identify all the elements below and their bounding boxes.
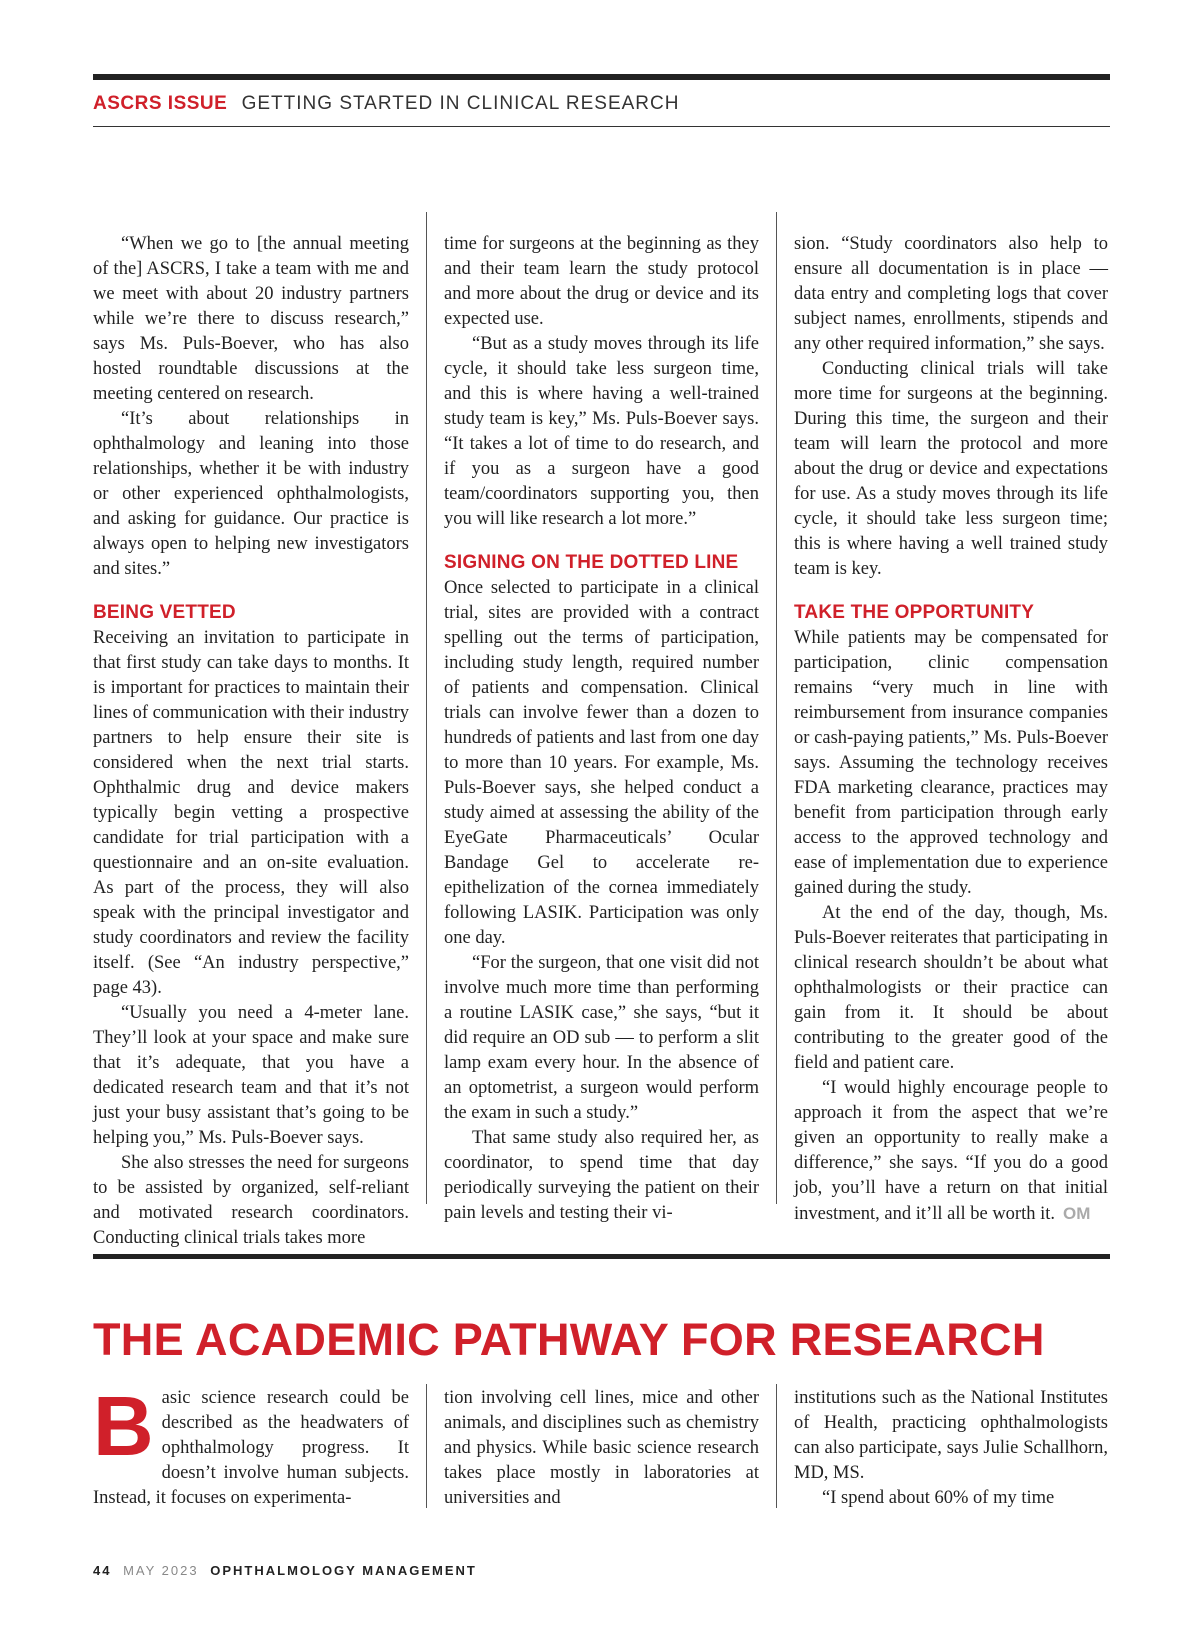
paragraph: time for surgeons at the beginning as they and their team learn the study protocol and more about the drug or device and its expected use. (444, 234, 759, 329)
paragraph: tion involving cell lines, mice and other animals, and disciplines such as chemistry and physics. While basic science research takes place mostly in laboratories at universities and (444, 1388, 759, 1508)
section-tag: ASCRS ISSUE (93, 93, 228, 114)
paragraph: asic science research could be described as the headwaters of ophthalmology progress. It doesn’t involve human subjects. Instead, it focuses on experimenta- (93, 1388, 409, 1508)
sidebar-column-1 (93, 1379, 409, 1511)
sidebar-column-2 (444, 1386, 759, 1511)
paragraph: She also stresses the need for surgeons to be assisted by organized, self-reliant and motivated research coordinators. Conducting clinical trials takes more (93, 1153, 409, 1248)
paragraph: “But as a study moves through its life cycle, it should take less surgeon time, and this is where having a well-trained study team is key,” Ms. Puls-Boever says. “It takes a lot of time to do research, and if you as a surgeon have a good team/coordinators supporting you, then you will like research a lot more.” (444, 334, 759, 529)
article-column-2 (444, 232, 759, 1226)
end-mark: OM (1063, 1204, 1091, 1223)
top-rule (93, 74, 1110, 80)
subhead-take-opportunity: TAKE THE OPPORTUNITY (794, 602, 1035, 623)
sidebar-title: THE ACADEMIC PATHWAY FOR RESEARCH (93, 1314, 1045, 1365)
sidebar-top-rule (93, 1254, 1110, 1259)
article-column-3 (794, 232, 1108, 1227)
page-footer (93, 1563, 477, 1578)
article-column-1 (93, 232, 409, 1251)
paragraph: sion. “Study coordinators also help to ensure all documentation is in place — data entry and completing logs that cover subject names, enrollments, stipends and any other required information,” she says. (794, 234, 1108, 354)
sidebar-column-3 (794, 1386, 1108, 1511)
header-rule (93, 126, 1110, 127)
paragraph: institutions such as the National Institutes of Health, practicing ophthalmologists can also participate, says Julie Schallhorn, MD, MS. (794, 1388, 1108, 1483)
column-divider (776, 1384, 777, 1508)
section-header (93, 93, 679, 115)
magazine-name: OPHTHALMOLOGY MANAGEMENT (210, 1563, 477, 1578)
paragraph-text: “I would highly encourage people to approach it from the aspect that we’re given an opportunity to really make a difference,” she says. “If you do a good job, you’ll have a return on that initial investment, and it’ll all be worth it. (794, 1078, 1108, 1224)
column-divider (426, 212, 427, 1204)
issue-date: MAY 2023 (123, 1563, 199, 1578)
paragraph: While patients may be compensated for participation, clinic compensation remains “very much in line with reimbursement from insurance companies or cash-paying patients,” Ms. Puls-Boever says. Assuming the technology receives FDA marketing clearance, practices may benefit from participation through early access to the approved technology and ease of implementation due to experience gained during the study. (794, 628, 1108, 898)
paragraph: Conducting clinical trials will take more time for surgeons at the beginning. During this time, the surgeon and their team will learn the protocol and more about the drug or device and expectations for use. As a study moves through its life cycle, it should take less surgeon time; this is where having a well trained study team is key. (794, 359, 1108, 579)
subhead-signing-dotted-line: SIGNING ON THE DOTTED LINE (444, 552, 739, 573)
paragraph: That same study also required her, as coordinator, to spend time that day periodically surveying the patient on their pain levels and testing their vi- (444, 1128, 759, 1223)
column-divider (776, 212, 777, 1204)
paragraph: “Usually you need a 4-meter lane. They’ll look at your space and make sure that it’s adequate, that you have a dedicated research team and that it’s not just your busy assistant that’s going to be helping you,” Ms. Puls-Boever says. (93, 1003, 409, 1148)
paragraph (794, 1076, 1108, 1227)
subhead-being-vetted: BEING VETTED (93, 602, 236, 623)
paragraph: “When we go to [the annual meeting of the] ASCRS, I take a team with me and we meet with about 20 industry partners while we’re there to discuss research,” says Ms. Puls-Boever, who has also hosted roundtable discussions at the meeting centered on research. (93, 234, 409, 404)
paragraph: “I spend about 60% of my time (822, 1488, 1055, 1508)
paragraph: “For the surgeon, that one visit did not involve much more time than performing a routine LASIK case,” she says, “but it did require an OD sub — to perform a slit lamp exam every hour. In the absence of an optometrist, a surgeon would perform the exam in such a study.” (444, 953, 759, 1123)
paragraph: At the end of the day, though, Ms. Puls-Boever reiterates that participating in clinical research shouldn’t be about what ophthalmologists or their practice can gain from it. It should be about contributing to the greater good of the field and patient care. (794, 903, 1108, 1073)
paragraph: Receiving an invitation to participate in that first study can take days to months. It is important for practices to maintain their lines of communication with their industry partners to help ensure their site is considered when the next trial starts. Ophthalmic drug and device makers typically begin vetting a prospective candidate for trial participation with a questionnaire and an on-site evaluation. As part of the process, they will also speak with the principal investigator and study coordinators and review the facility itself. (See “An industry perspective,” page 43). (93, 628, 409, 998)
paragraph: “It’s about relationships in ophthalmology and leaning into those relationships, whether it be with industry or other experienced ophthalmologists, and asking for guidance. Our practice is always open to helping new investigators and sites.” (93, 409, 409, 579)
drop-cap: B (93, 1379, 154, 1473)
page-number: 44 (93, 1563, 112, 1578)
paragraph: Once selected to participate in a clinical trial, sites are provided with a contract spelling out the terms of participation, including study length, required number of patients and compensation. Clinical trials can involve fewer than a dozen to hundreds of patients and last from one day to more than 10 years. For example, Ms. Puls-Boever says, she helped conduct a study aimed at assessing the ability of the EyeGate Pharmaceuticals’ Ocular Bandage Gel to accelerate re-epithelization of the cornea immediately following LASIK. Participation was only one day. (444, 578, 759, 948)
column-divider (426, 1384, 427, 1508)
section-title: GETTING STARTED IN CLINICAL RESEARCH (241, 93, 680, 114)
